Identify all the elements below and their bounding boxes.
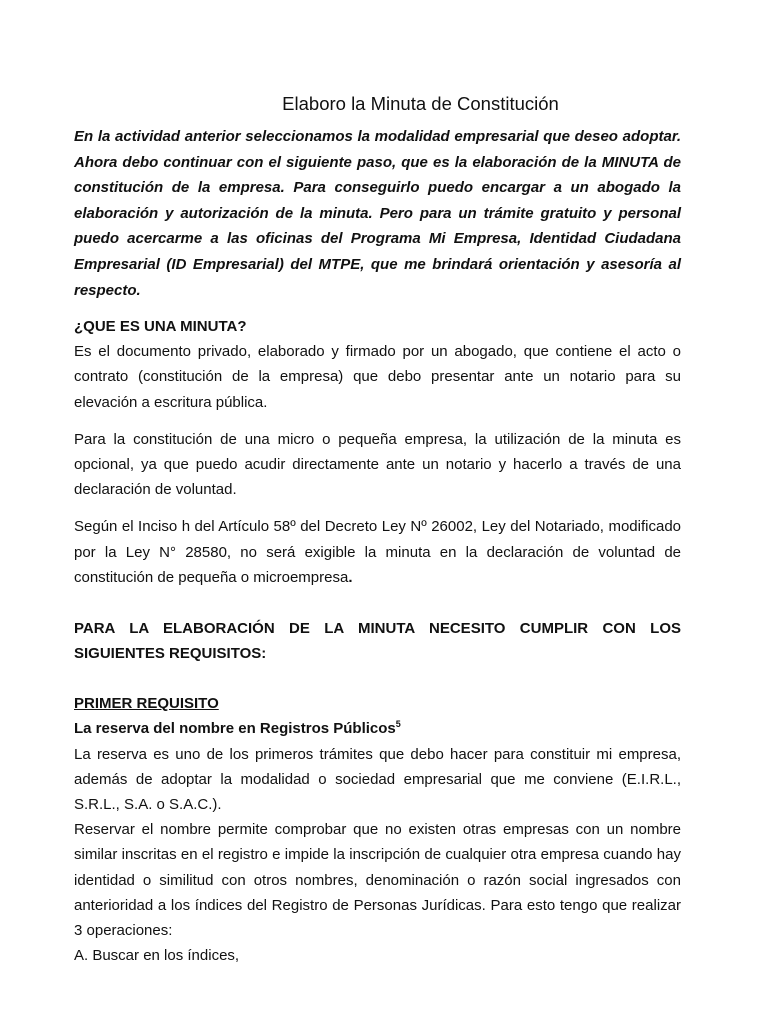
reserva-paragraph-1: La reserva es uno de los primeros trámites que debo hacer para constituir mi empresa, además de adoptar la modalidad o sociedad empresarial que me conviene (E.I.R.L., S.R.L., S.A. o S.A.C.). (74, 745, 681, 813)
reserva-paragraph-2: Reservar el nombre permite comprobar que no existen otras empresas con un nombre similar inscritas en el registro e impide la inscripción de cualquier otra empresa cuando hay identidad o similitud con otros nombres, denominación o razón social ingresados con anterioridad a los índices del Registro de Personas Jurídicas. Para esto tengo que realizar 3 operaciones: (74, 821, 681, 940)
first-requirement-heading: PRIMER REQUISITO (74, 695, 219, 713)
optional-minuta-paragraph: Para la constitución de una micro o pequeña empresa, la utilización de la minuta es opcional, ya que puedo acudir directamente ante un notario y hacerlo a través de una declaración de voluntad. (74, 430, 681, 499)
law-paragraph-text: Según el Inciso h del Artículo 58º del Decreto Ley Nº 26002, Ley del Notariado, modificado por la Ley N° 28580, no será exigible la minuta en la declaración de voluntad de constitución de pequeña o microempresa (74, 518, 681, 586)
reserva-heading (74, 716, 681, 741)
law-paragraph (74, 514, 681, 590)
section-heading-que-es: ¿QUE ES UNA MINUTA? (74, 318, 247, 336)
step-a-line: A. Buscar en los índices, (74, 947, 240, 965)
footnote-marker: 5 (395, 719, 401, 730)
law-paragraph-period: . (348, 568, 353, 586)
intro-paragraph: En la actividad anterior seleccionamos la modalidad empresarial que deseo adoptar. Ahora debo continuar con el siguiente paso, que es la elaboración de la MINUTA de constitución de la empresa. Para conseguirlo puedo encargar a un abogado la elaboración y autorización de la minuta. Pero para un trámite gratuito y personal puedo acercarme a las oficinas del Programa Mi Empresa, Identidad Ciudadana Empresarial (ID Empresarial) del MTPE, que me brindará orientación y asesoría al respecto. (74, 128, 681, 299)
reserva-heading-text: La reserva del nombre en Registros Públicos (74, 720, 396, 738)
page-title: Elaboro la Minuta de Constitución (282, 93, 559, 114)
requirements-heading: PARA LA ELABORACIÓN DE LA MINUTA NECESITO CUMPLIR CON LOS SIGUIENTES REQUISITOS: (74, 619, 681, 663)
definition-paragraph: Es el documento privado, elaborado y firmado por un abogado, que contiene el acto o contrato (constitución de la empresa) que debo presentar ante un notario para su elevación a escritura pública. (74, 343, 681, 411)
